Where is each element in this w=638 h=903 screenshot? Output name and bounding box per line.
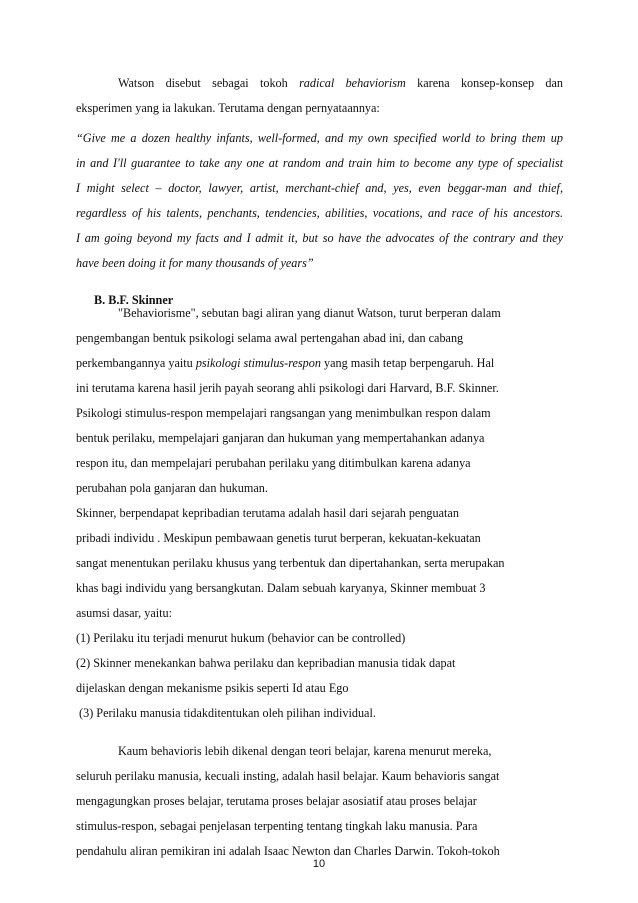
section-line: (3) Perilaku manusia tidakditentukan oleh pilihan individual. <box>76 706 376 720</box>
quote-line: I am going beyond my facts and I admit it, but so have the advocates of the contrary and they <box>76 231 563 245</box>
section-emphasis: psikologi stimulus-respon <box>195 356 321 370</box>
intro-emphasis: radical behaviorism <box>299 76 406 90</box>
section-line: respon itu, dan mempelajari perubahan perilaku yang ditimbulkan karena adanya <box>76 456 471 470</box>
quote-line: regardless of his talents, penchants, tendencies, abilities, vocations, and race of his ancestors. <box>76 206 563 220</box>
page-number: 10 <box>312 858 326 870</box>
quote-line: “Give me a dozen healthy infants, well-formed, and my own specified world to bring them up <box>76 131 563 145</box>
section-line: sangat menentukan perilaku khusus yang terbentuk dan dipertahankan, serta merupakan <box>76 556 505 570</box>
section-line: (2) Skinner menekankan bahwa perilaku dan kepribadian manusia tidak dapat <box>76 656 456 670</box>
section-line: pribadi individu . Meskipun pembawaan genetis turut berperan, kekuatan-kekuatan <box>76 531 481 545</box>
section-line <box>76 356 494 370</box>
closing-line: pendahulu aliran pemikiran ini adalah Isaac Newton dan Charles Darwin. Tokoh-tokoh <box>76 844 500 858</box>
section-line: (1) Perilaku itu terjadi menurut hukum (behavior can be controlled) <box>76 631 406 645</box>
section-text: perkembangannya yaitu <box>76 356 196 370</box>
quote-line: in and I'll guarantee to take any one at random and train him to become any type of specialist <box>76 156 563 170</box>
section-text: yang masih tetap berpengaruh. Hal <box>320 356 495 370</box>
intro-line-1 <box>118 76 563 90</box>
section-heading: B. B.F. Skinner <box>94 293 174 307</box>
section-line: perubahan pola ganjaran dan hukuman. <box>76 481 268 495</box>
quote-line: have been doing it for many thousands of years” <box>76 256 314 270</box>
section-line: asumsi dasar, yaitu: <box>76 606 172 620</box>
closing-line: mengagungkan proses belajar, terutama proses belajar asosiatif atau proses belajar <box>76 794 477 808</box>
section-line: Skinner, berpendapat kepribadian terutama adalah hasil dari sejarah penguatan <box>76 506 459 520</box>
quote-line: I might select – doctor, lawyer, artist, merchant-chief and, yes, even beggar-man and thief, <box>76 181 563 195</box>
closing-line: seluruh perilaku manusia, kecuali insting, adalah hasil belajar. Kaum behavioris sangat <box>76 769 500 783</box>
section-line: pengembangan bentuk psikologi selama awal pertengahan abad ini, dan cabang <box>76 331 464 345</box>
section-line: Psikologi stimulus-respon mempelajari rangsangan yang menimbulkan respon dalam <box>76 406 491 420</box>
intro-text: karena konsep-konsep dan <box>405 76 563 90</box>
section-line: ini terutama karena hasil jerih payah seorang ahli psikologi dari Harvard, B.F. Skinner. <box>76 381 499 395</box>
intro-line-2: eksperimen yang ia lakukan. Terutama dengan pernyataannya: <box>76 101 380 115</box>
section-line: "Behaviorisme", sebutan bagi aliran yang dianut Watson, turut berperan dalam <box>118 306 501 320</box>
intro-text: Watson disebut sebagai tokoh <box>118 76 300 90</box>
section-line: bentuk perilaku, mempelajari ganjaran dan hukuman yang mempertahankan adanya <box>76 431 485 445</box>
section-line: khas bagi individu yang bersangkutan. Dalam sebuah karyanya, Skinner membuat 3 <box>76 581 486 595</box>
closing-line: Kaum behavioris lebih dikenal dengan teori belajar, karena menurut mereka, <box>118 744 492 758</box>
section-line: dijelaskan dengan mekanisme psikis seperti Id atau Ego <box>76 681 349 695</box>
closing-line: stimulus-respon, sebagai penjelasan terpenting tentang tingkah laku manusia. Para <box>76 819 478 833</box>
